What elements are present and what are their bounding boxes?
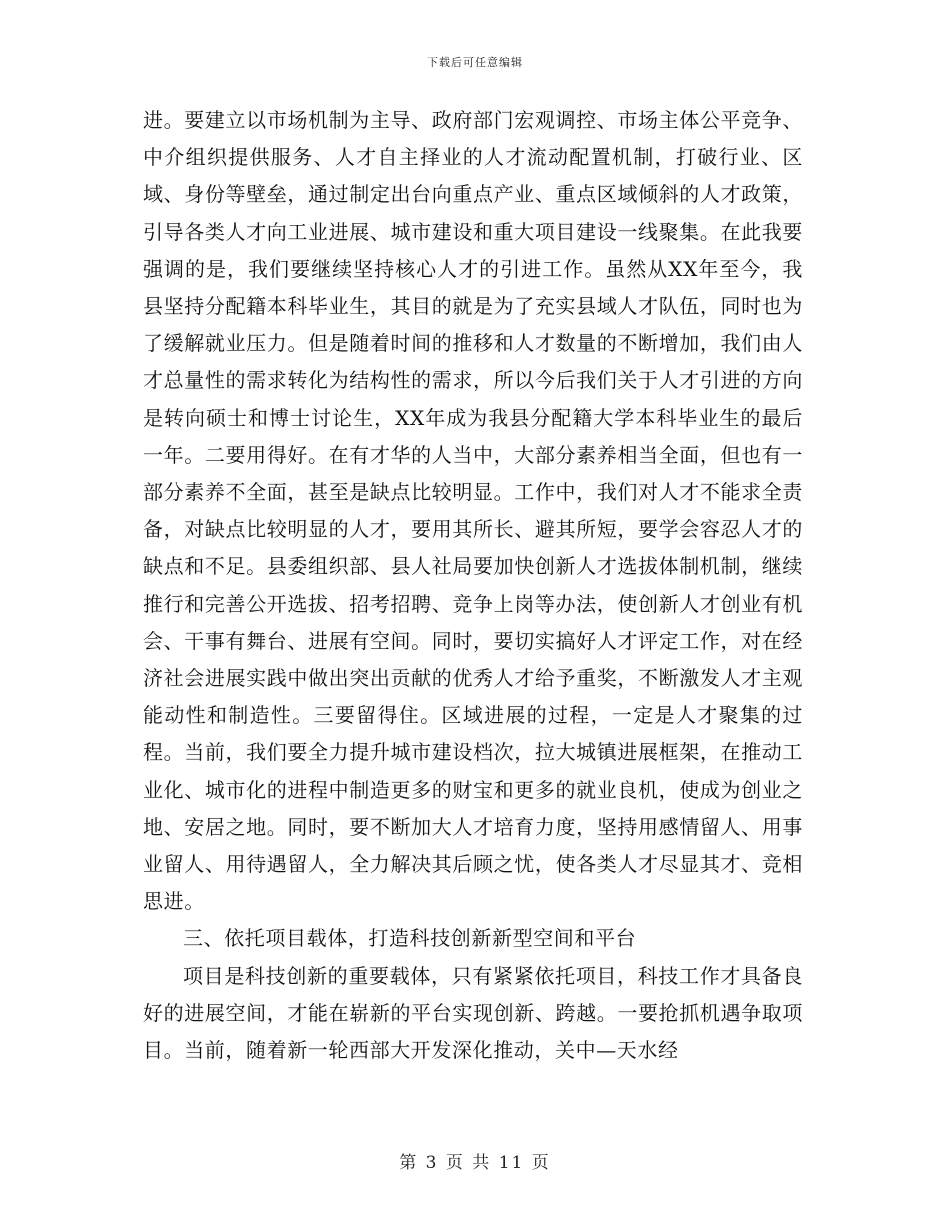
body-paragraph: 进。要建立以市场机制为主导、政府部门宏观调控、市场主体公平竞争、中介组织提供服务、人才自主择业的人才流动配置机制，打破行业、区域、身份等壁垒，通过制定出台向重点产业、重点区域倾斜的人才政策，引导各类人才向工业进展、城市建设和重大项目建设一线聚集。在此我要强调的是，我们要继续坚持核心人才的引进工作。虽然从XX年至今，我县坚持分配籍本科毕业生，其目的就是为了充实县域人才队伍，同时也为了缓解就业压力。但是随着时间的推移和人才数量的不断增加，我们由人才总量性的需求转化为结构性的需求，所以今后我们关于人才引进的方向是转向硕士和博士讨论生，XX年成为我县分配籍大学本科毕业生的最后一年。二要用得好。在有才华的人当中，大部分素养相当全面，但也有一部分素养不全面，甚至是缺点比较明显。工作中，我们对人才不能求全责备，对缺点比较明显的人才，要用其所长、避其所短，要学会容忍人才的缺点和不足。县委组织部、县人社局要加快创新人才选拔体制机制，继续推行和完善公开选拔、招考招聘、竞争上岗等办法，使创新人才创业有机会、干事有舞台、进展有空间。同时，要切实搞好人才评定工作，对在经济社会进展实践中做出突出贡献的优秀人才给予重奖，不断激发人才主观能动性和制造性。三要留得住。区域进展的过程，一定是人才聚集的过程。当前，我们要全力提升城市建设档次，拉大城镇进展框架，在推动工业化、城市化的进程中制造更多的财宝和更多的就业良机，使成为创业之地、安居之地。同时，要不断加大人才培育力度，坚持用感情留人、用事业留人、用待遇留人，全力解决其后顾之忧，使各类人才尽显其才、竞相思进。 [143, 108, 803, 914]
page-header: 下载后可任意编辑 [427, 56, 523, 69]
body-paragraph: 项目是科技创新的重要载体，只有紧紧依托项目，科技工作才具备良好的进展空间，才能在崭新的平台实现创新、跨越。一要抢抓机遇争取项目。当前，随着新一轮西部大开发深化推动，关中—天水经 [143, 963, 803, 1063]
section-heading: 三、依托项目载体，打造科技创新新型空间和平台 [183, 926, 637, 951]
page-footer: 第 3 页 共 11 页 [399, 1153, 551, 1173]
document-body [143, 102, 803, 1069]
